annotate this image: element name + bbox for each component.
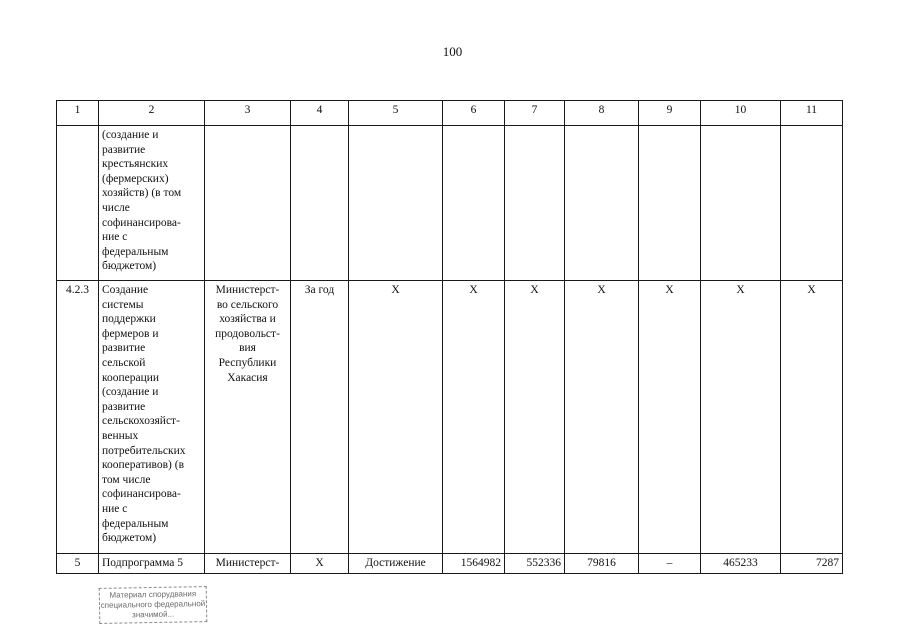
row-value: 7287 <box>781 554 843 574</box>
row-value <box>443 126 505 281</box>
text-line: специального федеральной <box>100 599 206 610</box>
row-value <box>639 126 701 281</box>
text-line: кооперативов) (в <box>102 459 184 472</box>
column-header: 7 <box>505 101 565 126</box>
text-line: фермеров и <box>102 327 159 340</box>
text-line: хозяйств) (в том <box>102 187 182 200</box>
text-line: Министерст- <box>215 557 280 569</box>
text-line: (создание и <box>102 129 159 141</box>
text-line: федеральным <box>102 517 169 530</box>
column-header: 11 <box>781 101 843 126</box>
column-header: 1 <box>57 101 99 126</box>
row-executor <box>205 554 291 574</box>
header-row <box>57 101 843 126</box>
table-row <box>57 126 843 281</box>
text-line: продовольст- <box>215 327 280 340</box>
row-value: 1564982 <box>443 554 505 574</box>
column-header: 8 <box>565 101 639 126</box>
row-executor <box>205 126 291 281</box>
row-period: Х <box>291 554 349 574</box>
row-value: 465233 <box>701 554 781 574</box>
row-value <box>565 126 639 281</box>
column-header: 2 <box>99 101 205 126</box>
text-line: софинансирова- <box>102 488 181 501</box>
row-value: Х <box>443 281 505 554</box>
text-line: бюджетом) <box>102 260 157 273</box>
text-line: Подпрограмма 5 <box>102 557 184 569</box>
text-line: софинансирова- <box>102 216 181 229</box>
text-line: (создание и <box>102 386 159 399</box>
text-line: Материал спорудвания <box>109 589 197 600</box>
text-line: Хакасия <box>227 371 268 384</box>
row-indicator <box>349 126 443 281</box>
row-value <box>505 126 565 281</box>
text-line: кооперации <box>102 371 160 384</box>
row-title <box>99 554 205 574</box>
data-table <box>56 100 843 574</box>
row-value: Х <box>565 281 639 554</box>
text-line: поддержки <box>102 313 156 326</box>
row-value <box>701 126 781 281</box>
row-number: 5 <box>57 554 99 574</box>
row-number: 4.2.3 <box>57 281 99 554</box>
row-value: Х <box>781 281 843 554</box>
text-line: бюджетом) <box>102 532 157 545</box>
row-title <box>99 126 205 281</box>
row-indicator: Достижение <box>349 554 443 574</box>
row-period <box>291 126 349 281</box>
table-row <box>57 281 843 554</box>
row-value: Х <box>639 281 701 554</box>
table-row <box>57 554 843 574</box>
text-line: числе <box>102 201 130 214</box>
text-line: развитие <box>102 342 146 355</box>
text-line: Республики <box>218 356 277 369</box>
text-line: Создание <box>102 284 149 296</box>
text-line: сельскохозяйст- <box>102 415 180 428</box>
text-line: (фермерских) <box>102 172 169 185</box>
text-line: ние с <box>102 502 128 515</box>
text-line: том числе <box>102 473 151 486</box>
text-line: системы <box>102 298 144 311</box>
text-line: развитие <box>102 143 146 156</box>
text-line: потребительских <box>102 444 186 457</box>
row-value: Х <box>505 281 565 554</box>
text-line: вия <box>239 342 256 355</box>
row-value: 79816 <box>565 554 639 574</box>
row-value: 552336 <box>505 554 565 574</box>
text-line: ние с <box>102 231 128 244</box>
row-value <box>781 126 843 281</box>
row-period: За год <box>291 281 349 554</box>
column-header: 9 <box>639 101 701 126</box>
row-value: – <box>639 554 701 574</box>
text-line: сельской <box>102 356 146 369</box>
column-header: 5 <box>349 101 443 126</box>
stamp <box>99 586 208 624</box>
text-line: во сельского <box>216 298 279 311</box>
row-indicator: Х <box>349 281 443 554</box>
text-line: значимой... <box>132 609 175 620</box>
text-line: венных <box>102 429 139 442</box>
text-line: хозяйства и <box>219 313 276 326</box>
row-executor <box>205 281 291 554</box>
column-header: 3 <box>205 101 291 126</box>
column-header: 10 <box>701 101 781 126</box>
row-number <box>57 126 99 281</box>
row-title <box>99 281 205 554</box>
text-line: Министерст- <box>215 284 280 296</box>
text-line: развитие <box>102 400 146 413</box>
column-header: 4 <box>291 101 349 126</box>
column-header: 6 <box>443 101 505 126</box>
row-value: Х <box>701 281 781 554</box>
page-number: 100 <box>442 44 463 59</box>
text-line: федеральным <box>102 245 169 258</box>
text-line: крестьянских <box>102 158 169 171</box>
